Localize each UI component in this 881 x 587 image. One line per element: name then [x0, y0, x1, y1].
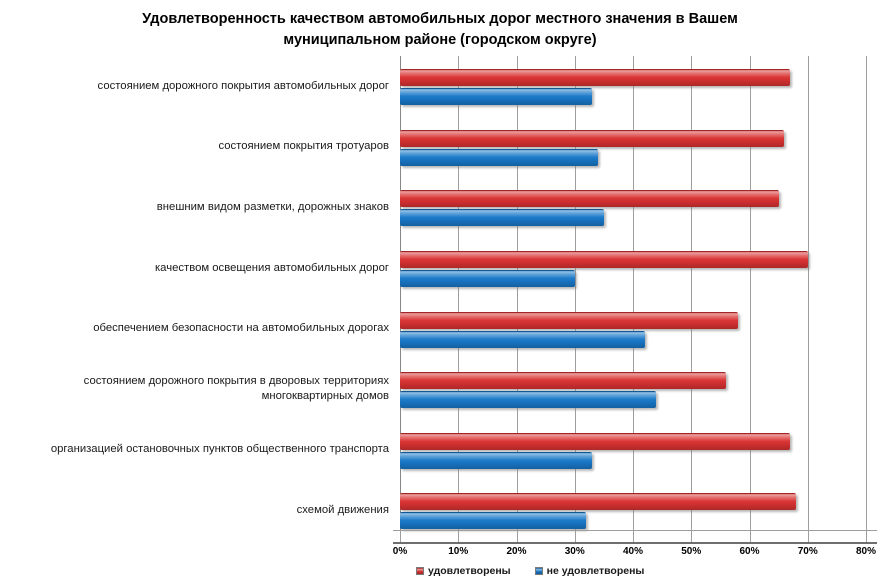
bar-group [400, 238, 866, 299]
axis-tick [750, 531, 751, 542]
category-label: состоянием покрытия тротуаров [218, 140, 389, 153]
axis-tick [400, 531, 401, 542]
bar-not-satisfied [400, 452, 592, 469]
bar-group [400, 117, 866, 178]
x-axis-band [393, 530, 877, 544]
bar-satisfied [400, 130, 784, 147]
bar-group [400, 177, 866, 238]
bar-not-satisfied [400, 209, 604, 226]
axis-tick [633, 531, 634, 542]
category-label: схемой движения [296, 504, 389, 517]
bar-not-satisfied [400, 391, 656, 408]
category-label: обеспечением безопасности на автомобильных дорогах [93, 322, 389, 335]
legend-marker-satisfied [416, 567, 424, 575]
x-tick-labels [392, 546, 877, 558]
legend-item-not-satisfied [535, 565, 645, 577]
x-tick-label: 50% [681, 546, 702, 557]
x-tick-label: 20% [506, 546, 527, 557]
bar-satisfied [400, 251, 808, 268]
category-label: организацией остановочных пунктов общественного транспорта [50, 443, 389, 456]
axis-tick [691, 531, 692, 542]
chart-title: Удовлетворенность качеством автомобильных дорог местного значения в Вашем муниципальном районе (городском округе) [142, 11, 738, 48]
x-tick-label: 30% [564, 546, 585, 557]
bar-not-satisfied [400, 512, 586, 529]
axis-tick [575, 531, 576, 542]
plot-area [400, 56, 866, 541]
axis-tick [808, 531, 809, 542]
category-label: внешним видом разметки, дорожных знаков [156, 200, 389, 213]
legend-item-satisfied [416, 565, 511, 577]
bar-not-satisfied [400, 331, 645, 348]
bar-group [400, 56, 866, 117]
x-tick-label: 80% [855, 546, 877, 557]
x-tick-label: 60% [739, 546, 760, 557]
legend [416, 565, 644, 577]
x-tick-label: 70% [797, 546, 818, 557]
bar-satisfied [400, 190, 779, 207]
bar-group [400, 299, 866, 360]
axis-tick [458, 531, 459, 542]
bar-group [400, 359, 866, 420]
gridline [866, 56, 867, 541]
bar-satisfied [400, 372, 726, 389]
bar-not-satisfied [400, 149, 598, 166]
bar-group [400, 420, 866, 481]
x-tick-label: 0% [392, 546, 408, 557]
bar-not-satisfied [400, 88, 592, 105]
legend-marker-not-satisfied [535, 567, 543, 575]
bar-satisfied [400, 493, 796, 510]
bars-area [400, 56, 866, 541]
bar-not-satisfied [400, 270, 575, 287]
axis-tick [517, 531, 518, 542]
category-labels [0, 56, 392, 541]
category-label: состоянием дорожного покрытия автомобильных дорог [97, 79, 389, 92]
x-tick-label: 40% [622, 546, 644, 557]
category-label: состоянием дорожного покрытия в дворовых территориях многоквартирных домов [83, 375, 389, 403]
legend-label-not-satisfied: не удовлетворены [546, 565, 645, 577]
x-tick-label: 10% [448, 546, 469, 557]
legend-label-satisfied: удовлетворены [428, 565, 511, 577]
bar-satisfied [400, 433, 790, 450]
axis-tick [866, 531, 867, 542]
bar-satisfied [400, 69, 790, 86]
category-label: качеством освещения автомобильных дорог [154, 261, 389, 274]
bar-satisfied [400, 312, 738, 329]
